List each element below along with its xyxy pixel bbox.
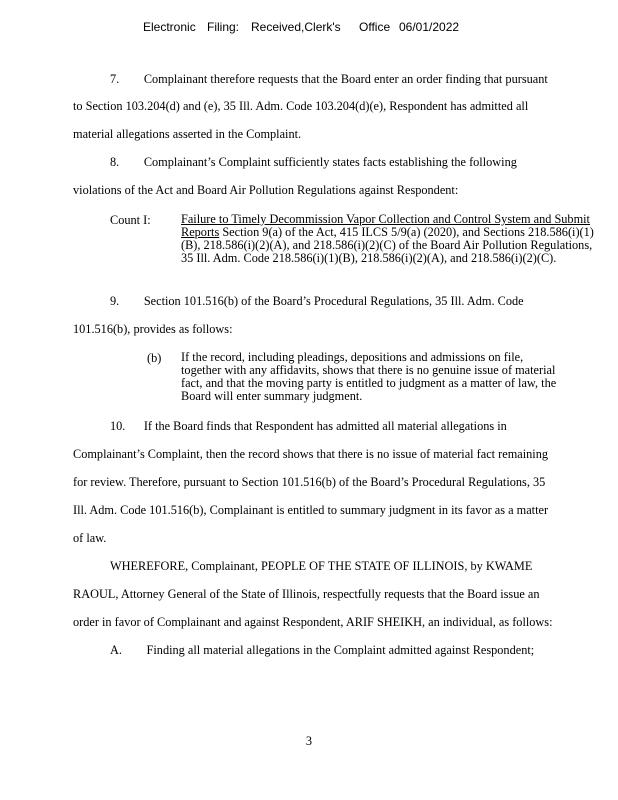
count-citations: Section 9(a) of the Act, 415 ILCS 5/9(a) (2020), and Sections 218.586(i)(1)(B), 218.586(i)(2)(A), and 218.586(i)(2)(C) of the Board Air Pollution Regulations, 35 Ill. Adm. Code 218.586(i)(1)(B), 218.586(i)(2)(A), and 218.586(i)(2)(C).: [181, 225, 594, 265]
wherefore-line-1: WHEREFORE, Complainant, PEOPLE OF THE STATE OF ILLINOIS, by KWAME: [110, 559, 533, 573]
paragraph-10-line-5: of law.: [73, 531, 107, 545]
header-electronic: Electronic: [143, 20, 196, 34]
paragraph-9-line-1: 9. Section 101.516(b) of the Board’s Procedural Regulations, 35 Ill. Adm. Code: [110, 294, 524, 308]
paragraph-9-line-2: 101.516(b), provides as follows:: [73, 322, 233, 336]
quote-label: (b): [147, 351, 162, 365]
paragraph-7-line-1: 7. Complainant therefore requests that the Board enter an order finding that pursuant: [110, 72, 548, 86]
count-label: Count I:: [110, 213, 151, 227]
header-received: Received,Clerk's: [251, 20, 341, 34]
paragraph-10-line-1: 10. If the Board finds that Respondent has admitted all material allegations in: [110, 419, 507, 433]
relief-item-a: A. Finding all material allegations in the Complaint admitted against Respondent;: [110, 643, 535, 657]
header-office: Office: [359, 20, 391, 34]
paragraph-8-line-1: 8. Complainant’s Complaint sufficiently states facts establishing the following: [110, 155, 517, 169]
quoted-regulation: If the record, including pleadings, depositions and admissions on file, together with any affidavits, shows that there is no genuine issue of material fact, and that the moving party is entitled to judgment as a matter of law, the Board will enter summary judgment.: [181, 350, 557, 403]
wherefore-line-3: order in favor of Complainant and against Respondent, ARIF SHEIKH, an individual, as follows:: [73, 615, 553, 629]
count-title: Failure to Timely Decommission Vapor Collection and Control System and Submit Reports: [181, 212, 590, 239]
paragraph-10-line-3: for review. Therefore, pursuant to Section 101.516(b) of the Board’s Procedural Regulations, 35: [73, 475, 546, 489]
count-description: [181, 213, 596, 265]
header-date: 06/01/2022: [399, 20, 460, 34]
wherefore-line-2: RAOUL, Attorney General of the State of Illinois, respectfully requests that the Board issue an: [73, 587, 540, 601]
page-number: 3: [305, 734, 313, 748]
paragraph-8-line-2: violations of the Act and Board Air Pollution Regulations against Respondent:: [73, 183, 459, 197]
paragraph-7-line-3: material allegations asserted in the Complaint.: [73, 127, 302, 141]
header-filing: Filing:: [207, 20, 240, 34]
paragraph-10-line-2: Complainant’s Complaint, then the record shows that there is no issue of material fact remaining: [73, 447, 549, 461]
paragraph-10-line-4: Ill. Adm. Code 101.516(b), Complainant is entitled to summary judgment in its favor as a matter: [73, 503, 549, 517]
paragraph-7-line-2: to Section 103.204(d) and (e), 35 Ill. Adm. Code 103.204(d)(e), Respondent has admitted all: [73, 99, 529, 113]
